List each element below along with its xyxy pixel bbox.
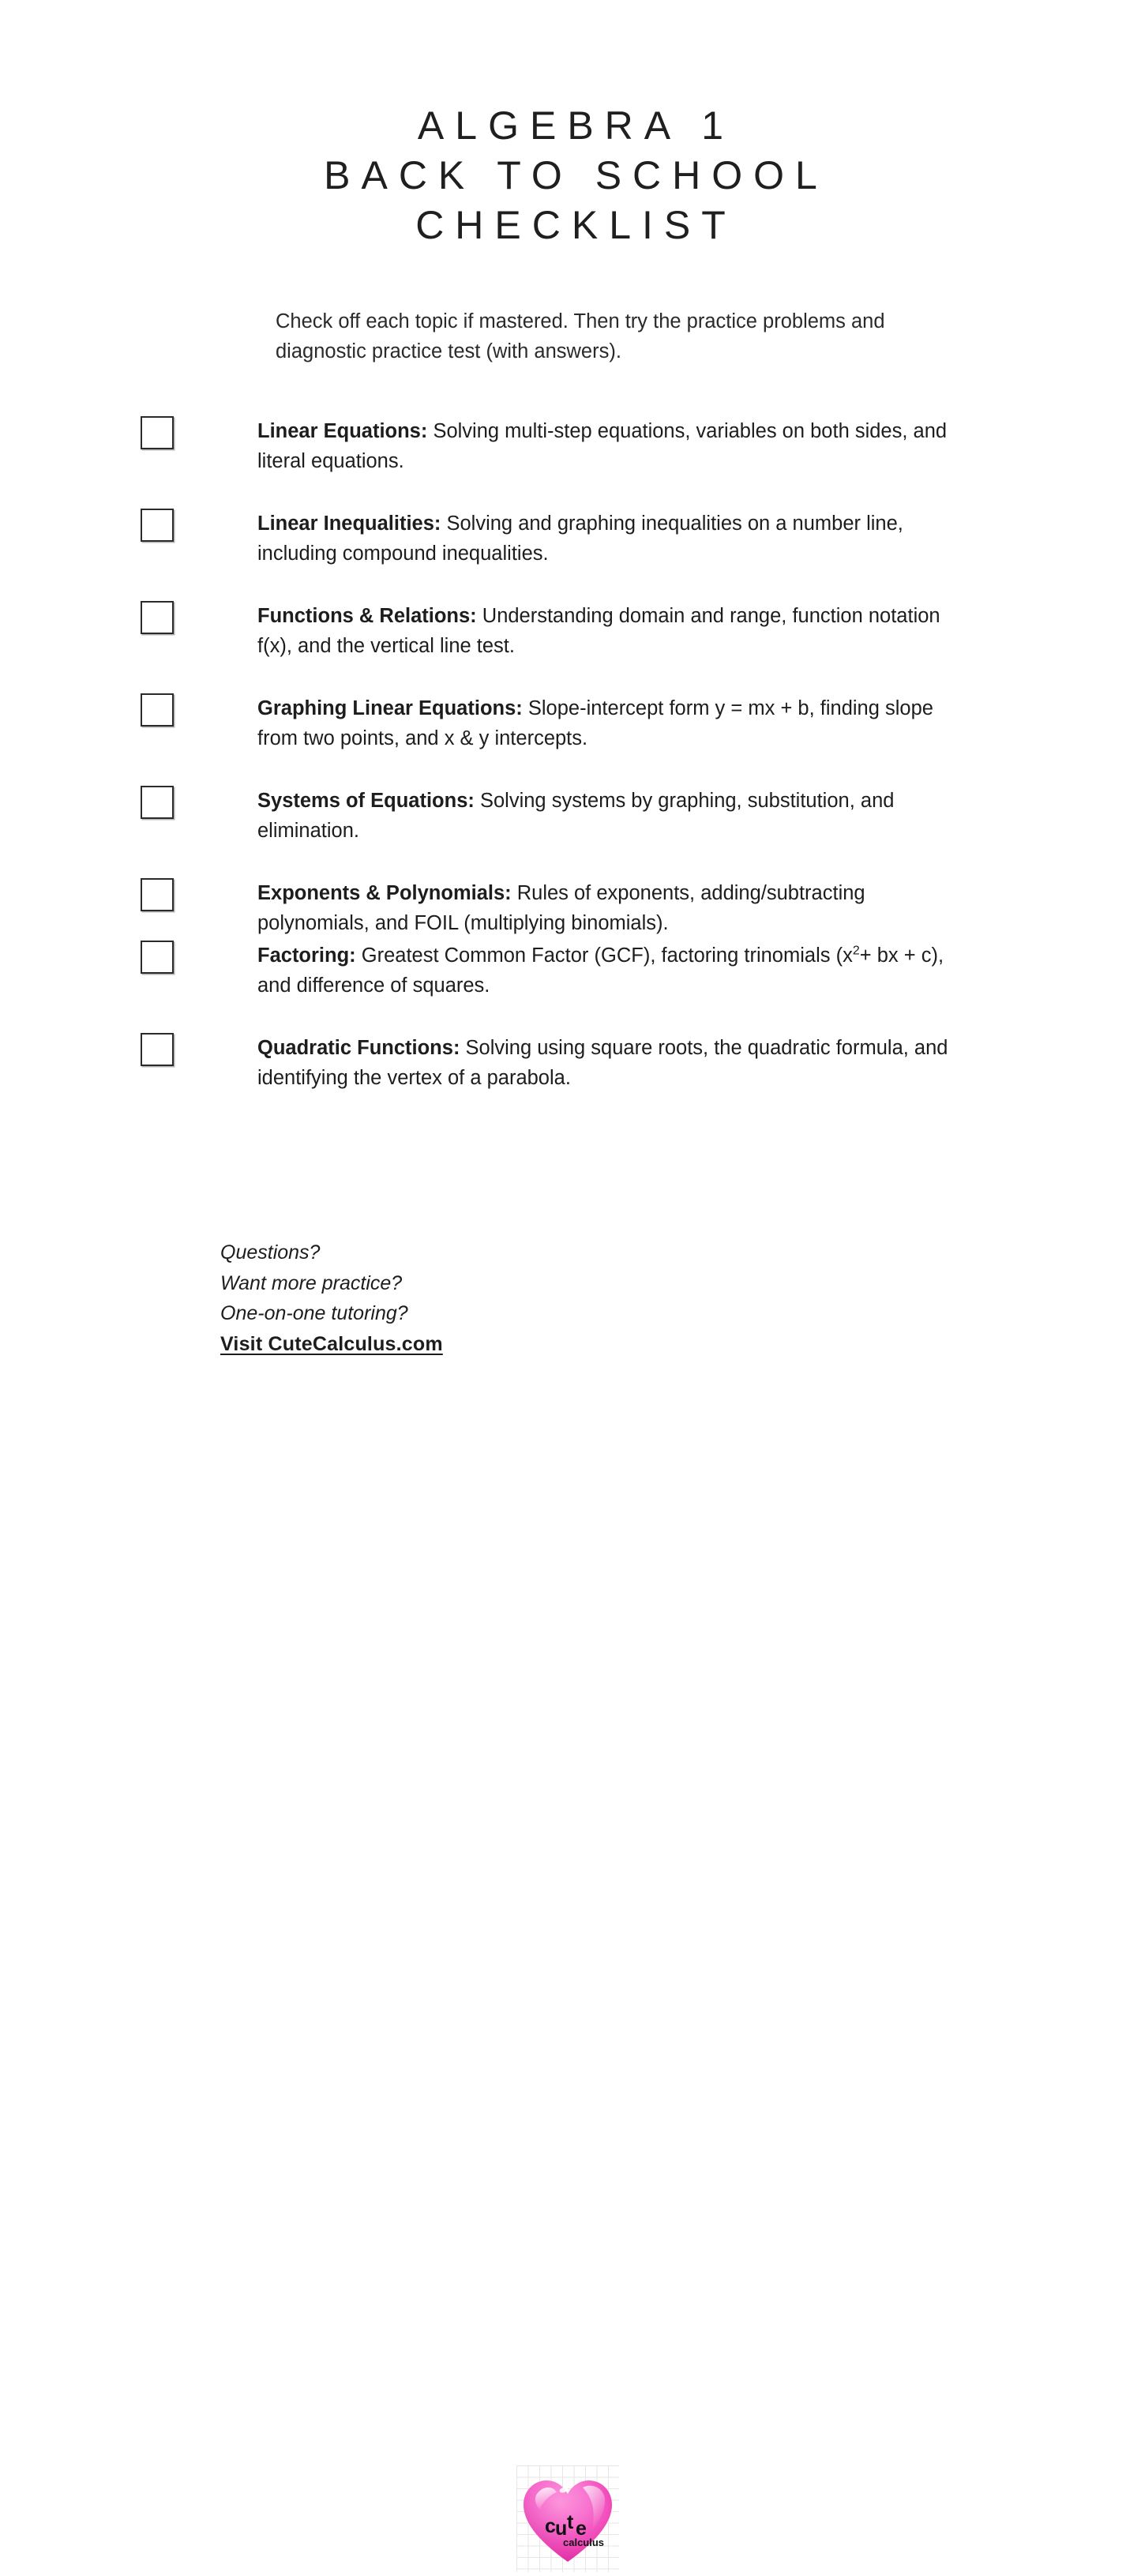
checklist-item-text — [257, 601, 952, 661]
website-link[interactable]: Visit CuteCalculus.com — [220, 1332, 443, 1355]
svg-text:calculus: calculus — [563, 2537, 605, 2548]
checklist-item-text — [257, 509, 952, 569]
checklist-row — [0, 693, 1141, 753]
checklist-row — [0, 878, 1141, 938]
svg-text:t: t — [567, 2511, 574, 2533]
checklist-item-description-post: + bx + c), and difference of squares. — [257, 944, 944, 997]
checkbox-systems-of-equations[interactable] — [141, 786, 174, 819]
checklist — [0, 416, 1141, 1093]
checklist-item-text — [257, 416, 952, 476]
checklist-item-superscript: 2 — [852, 944, 860, 958]
checklist-row — [0, 941, 1141, 1001]
checklist-item-term: Linear Equations: — [257, 420, 428, 442]
checklist-item-text — [257, 941, 952, 1001]
cute-calculus-heart-logo[interactable] — [516, 2465, 619, 2572]
footer — [0, 1228, 1141, 2548]
title-line-1: ALGEBRA 1 — [417, 103, 735, 148]
checklist-row — [0, 1033, 1141, 1093]
checklist-item-text — [257, 878, 952, 938]
checklist-row — [0, 509, 1141, 569]
checklist-item-term: Linear Inequalities: — [257, 513, 441, 535]
checklist-item-text — [257, 1033, 952, 1093]
checklist-item-term: Factoring: — [257, 944, 356, 967]
checklist-row — [0, 416, 1141, 476]
footer-line-practice: Want more practice? — [220, 1271, 403, 1294]
checklist-row — [0, 786, 1141, 846]
checklist-item-description: Understanding domain and range, function notation f(x), and the vertical line test. — [257, 605, 940, 657]
checkbox-linear-inequalities[interactable] — [141, 509, 174, 542]
checklist-item-description: Solving and graphing inequalities on a number line, including compound inequalities. — [257, 513, 903, 565]
heart-icon — [516, 2465, 619, 2572]
checklist-item-description: Rules of exponents, adding/subtracting polynomials, and FOIL (multiplying binomials). — [257, 882, 865, 934]
checklist-item-description-pre: Greatest Common Factor (GCF), factoring trinomials (x — [355, 944, 853, 967]
checklist-item-term: Systems of Equations: — [257, 790, 475, 812]
checkbox-exponents-polynomials[interactable] — [141, 878, 174, 911]
checkbox-graphing-linear-equations[interactable] — [141, 693, 174, 727]
checkbox-factoring[interactable] — [141, 941, 174, 974]
intro-paragraph: Check off each topic if mastered. Then try the practice problems and diagnostic practice test (with answers). — [276, 310, 885, 362]
checkbox-functions-relations[interactable] — [141, 601, 174, 634]
checklist-item-description: Solving systems by graphing, substitution, and elimination. — [257, 790, 895, 842]
svg-text:u: u — [555, 2518, 568, 2540]
checkbox-quadratic-functions[interactable] — [141, 1033, 174, 1066]
svg-text:c: c — [545, 2515, 556, 2537]
checklist-item-text — [257, 693, 952, 753]
title-line-2: BACK TO SCHOOL — [324, 153, 828, 197]
footer-line-tutoring: One-on-one tutoring? — [220, 1302, 408, 1324]
checklist-item-term: Exponents & Polynomials: — [257, 882, 512, 904]
checklist-item-description: Slope-intercept form y = mx + b, finding slope from two points, and x & y intercepts. — [257, 697, 933, 749]
checklist-item-term: Quadratic Functions: — [257, 1037, 460, 1059]
checklist-item-description: Solving using square roots, the quadratic formula, and identifying the vertex of a parabola. — [257, 1037, 948, 1089]
svg-text:e: e — [576, 2518, 587, 2540]
checklist-row — [0, 601, 1141, 661]
footer-line-questions: Questions? — [220, 1241, 321, 1264]
page-title — [0, 0, 1141, 250]
checklist-item-term: Graphing Linear Equations: — [257, 697, 523, 719]
checklist-item-term: Functions & Relations: — [257, 605, 477, 627]
footer-text-block — [220, 1237, 443, 1359]
checkbox-linear-equations[interactable] — [141, 416, 174, 449]
title-line-3: CHECKLIST — [415, 203, 737, 247]
checklist-item-description: Solving multi-step equations, variables on both sides, and literal equations. — [257, 420, 948, 472]
checklist-item-text — [257, 786, 952, 846]
